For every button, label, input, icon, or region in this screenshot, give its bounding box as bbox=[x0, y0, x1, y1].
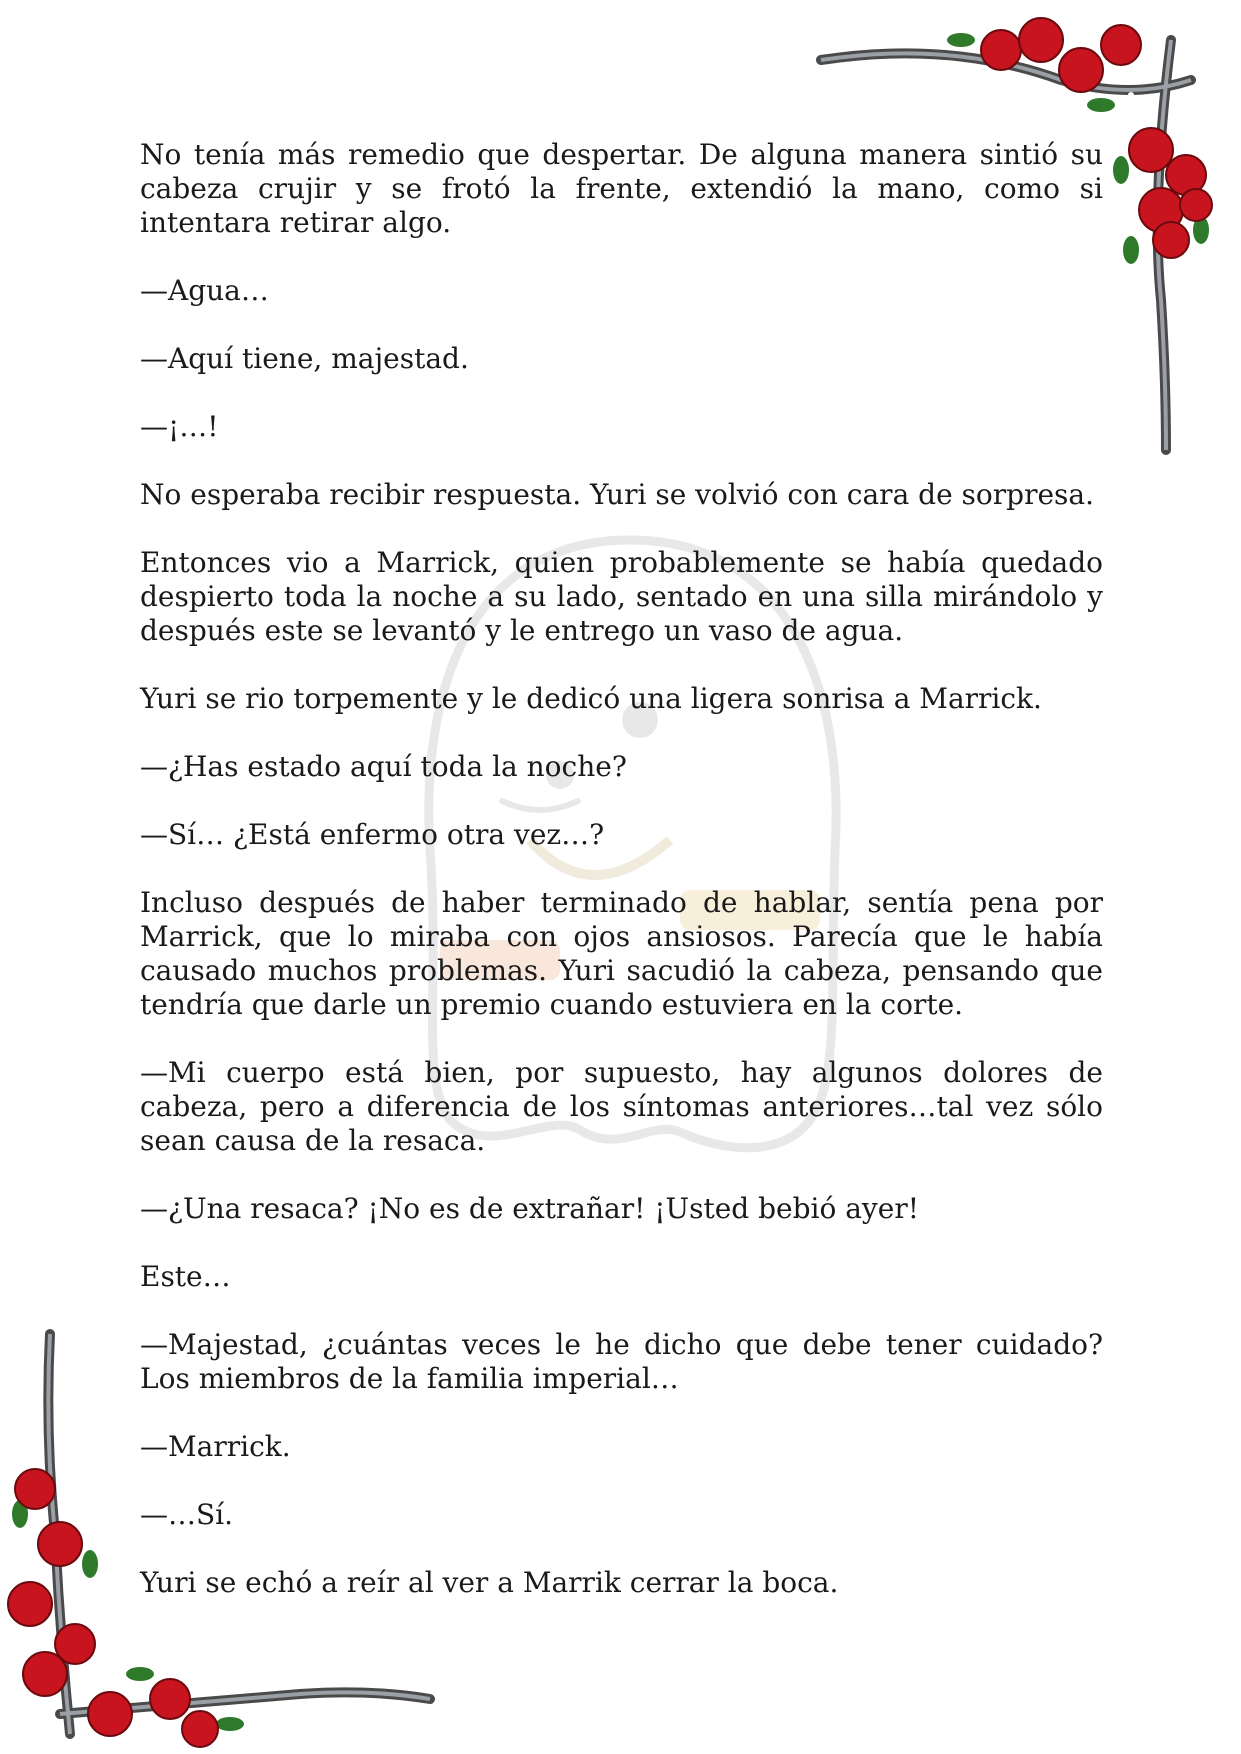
paragraph: No esperaba recibir respuesta. Yuri se volvió con cara de sorpresa. bbox=[140, 478, 1095, 511]
paragraph: —¿Una resaca? ¡No es de extrañar! ¡Usted bebió ayer! bbox=[140, 1192, 919, 1225]
paragraph: —Mi cuerpo está bien, por supuesto, hay algunos dolores de cabeza, pero a diferencia de los síntomas anteriores…tal vez sólo sean causa de la resaca. bbox=[140, 1056, 1103, 1157]
paragraph: —Marrick. bbox=[140, 1430, 291, 1463]
paragraph: —…Sí. bbox=[140, 1498, 234, 1531]
paragraph: —¿Has estado aquí toda la noche? bbox=[140, 750, 627, 783]
paragraph: No tenía más remedio que despertar. De alguna manera sintió su cabeza crujir y se frotó la frente, extendió la mano, como si intentara retirar algo. bbox=[140, 138, 1103, 239]
paragraph: —Sí… ¿Está enfermo otra vez…? bbox=[140, 818, 605, 851]
paragraph: Entonces vio a Marrick, quien probablemente se había quedado despierto toda la noche a su lado, sentado en una silla mirándolo y después este se levantó y le entrego un vaso de agua. bbox=[140, 546, 1103, 647]
paragraph: —Aquí tiene, majestad. bbox=[140, 342, 469, 375]
paragraph: Este… bbox=[140, 1260, 231, 1293]
paragraph: Yuri se echó a reír al ver a Marrik cerrar la boca. bbox=[140, 1566, 839, 1599]
paragraph: —¡…! bbox=[140, 410, 219, 443]
paragraph: —Agua… bbox=[140, 274, 269, 307]
story-text bbox=[140, 138, 1103, 1634]
paragraph: Yuri se rio torpemente y le dedicó una ligera sonrisa a Marrick. bbox=[140, 682, 1042, 715]
paragraph: Incluso después de haber terminado de hablar, sentía pena por Marrick, que lo miraba con ojos ansiosos. Parecía que le había causado muchos problemas. Yuri sacudió la cabeza, pensando que tendría que darle un premio cuando estuviera en la corte. bbox=[140, 886, 1103, 1021]
paragraph: —Majestad, ¿cuántas veces le he dicho que debe tener cuidado? Los miembros de la familia imperial… bbox=[140, 1328, 1103, 1395]
